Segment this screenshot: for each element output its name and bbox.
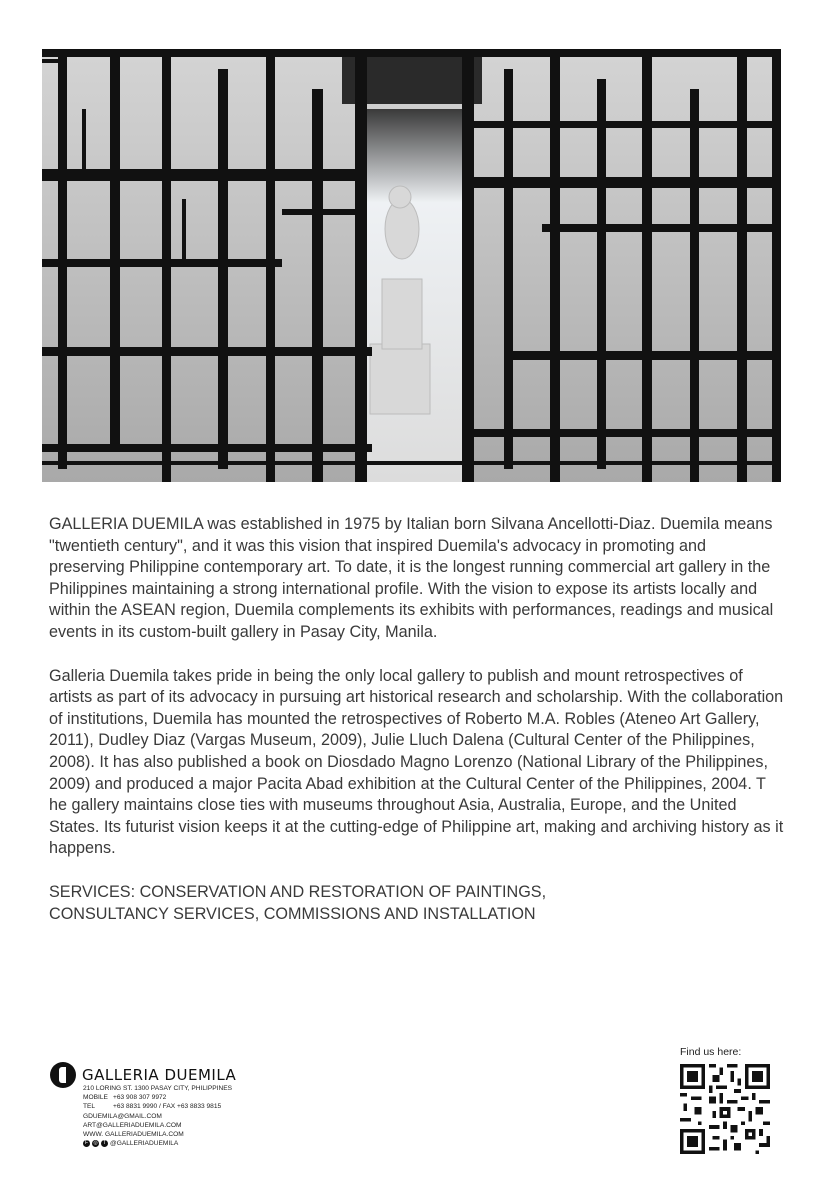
mobile-number: +63 908 307 9972 [113, 1094, 167, 1102]
email-1: GDUEMILA@GMAIL.COM [83, 1112, 162, 1120]
logo-mark-icon [50, 1062, 76, 1088]
find-us-label: Find us here: [680, 1046, 742, 1058]
services-block [49, 882, 784, 925]
tel-label: TEL [83, 1103, 96, 1111]
qr-code-graphic [680, 1064, 770, 1154]
logo-text: GALLERIA DUEMILA [82, 1066, 237, 1084]
website: WWW. GALLERIADUEMILA.COM [83, 1131, 184, 1139]
address: 210 LORING ST. 1300 PASAY CITY, PHILIPPINES [83, 1085, 233, 1092]
hero-photo [42, 49, 781, 482]
facebook-icon[interactable]: F [84, 1140, 89, 1147]
tel-number: +63 8831 9990 / FAX +63 8833 9815 [113, 1103, 222, 1111]
find-us-block [680, 1046, 780, 1154]
instagram-icon[interactable]: ◎ [93, 1140, 98, 1147]
tel-line [83, 1102, 350, 1111]
qr-code-icon[interactable] [680, 1064, 780, 1154]
contact-details [83, 1084, 350, 1148]
about-section [49, 514, 784, 925]
social-row [83, 1139, 350, 1148]
about-paragraph-2: Galleria Duemila takes pride in being the only local gallery to publish and mount retrospectives of artists as part of its advocacy in pursuing art historical research and scholarship. With the collaboration of institutions, Duemila has mounted the retrospectives of Roberto M.A. Robles (Ateneo Art Gallery, 2011), Dudley Diaz (Vargas Museum, 2009), Julie Lluch Dalena (Cultural Center of the Philippines, 2008). It has also published a book on Diosdado Magno Lorenzo (National Library of the Philippines, 2009) and produced a major Pacita Abad exhibition at the Cultural Center of the Philippines, 2004. T he gallery maintains close ties with museums throughout Asia, Australia, Europe, and the United States. Its futurist vision keeps it at the cutting-edge of Philippine art, making and archiving history as it happens. [49, 666, 784, 858]
footer-contact [50, 1062, 350, 1148]
twitter-icon[interactable]: T [102, 1140, 107, 1147]
social-handle: @GALLERIADUEMILA [110, 1140, 179, 1148]
services-line-2: CONSULTANCY SERVICES, COMMISSIONS AND INSTALLATION [49, 904, 536, 923]
window-grid-image [42, 49, 781, 482]
email-2: ART@GALLERIADUEMILA.COM [83, 1121, 182, 1129]
mobile-line [83, 1093, 350, 1102]
mobile-label: MOBILE [83, 1094, 108, 1102]
services-line-1: SERVICES: CONSERVATION AND RESTORATION OF PAINTINGS, [49, 882, 547, 901]
about-paragraph-1: GALLERIA DUEMILA was established in 1975 by Italian born Silvana Ancellotti-Diaz. Duemila means "twentieth century", and it was this vision that inspired Duemila's advocacy in promoting and preserving Philippine contemporary art. To date, it is the longest running commercial art gallery in the Philippines maintaining a strong international profile. With the vision to expose its artists locally and within the ASEAN region, Duemila complements its exhibits with performances, readings and musical events in its custom-built gallery in Pasay City, Manila. [49, 515, 774, 641]
